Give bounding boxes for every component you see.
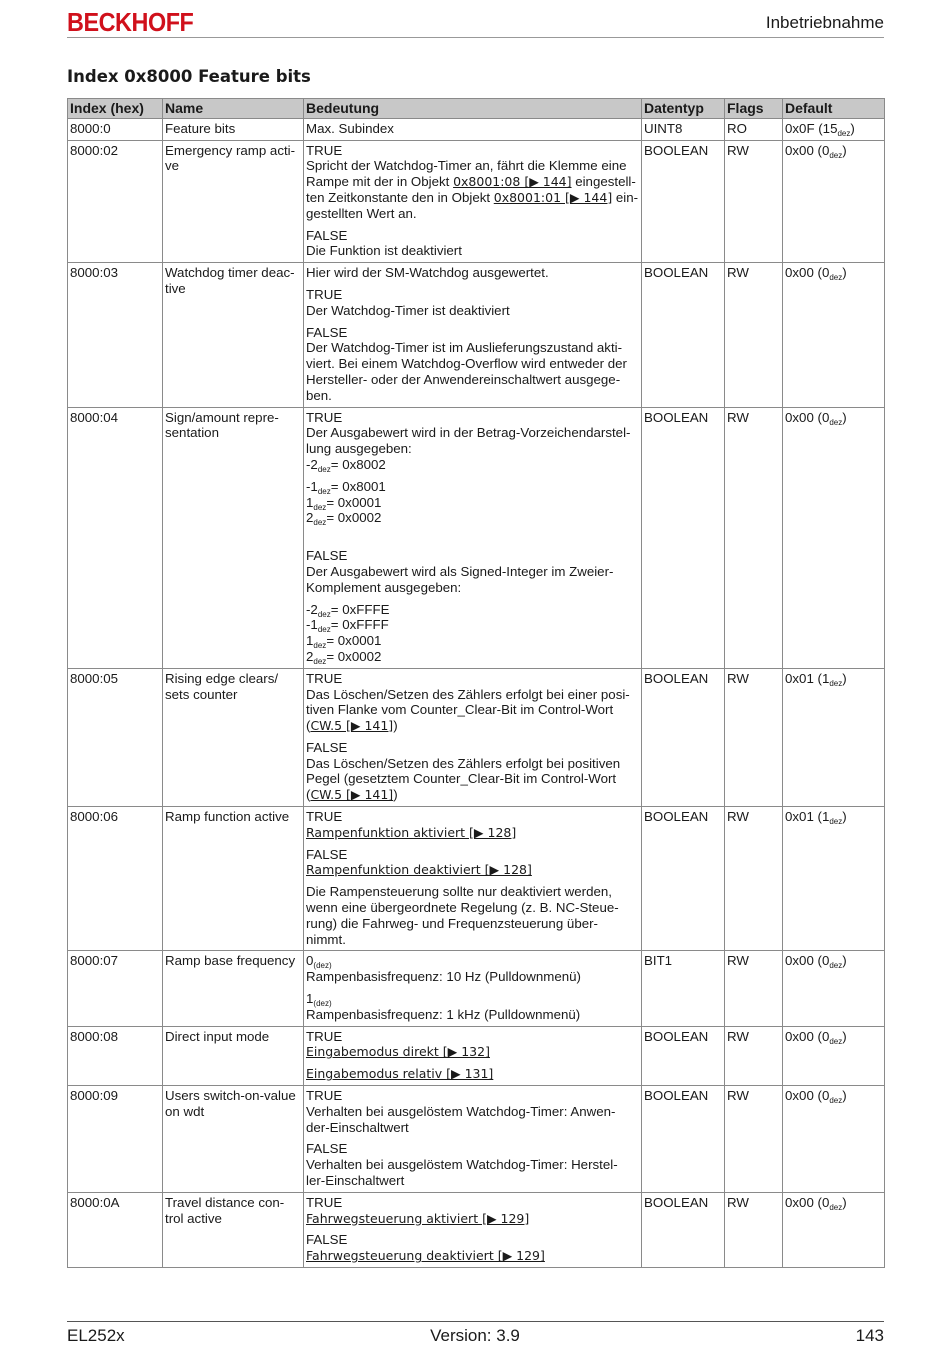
table-row — [68, 1026, 885, 1085]
cell-meaning: $0_{(dez)}$ Rampenbasisfrequenz: 10 Hz (Pulldownmenü) $1_{(dez)}$ Rampenbasisfrequenz: 1 kHz (Pulldownmenü) — [304, 951, 642, 1026]
table-row — [68, 407, 885, 668]
table-row — [68, 118, 885, 140]
link-cw5[interactable]: CW.5 [▶ 141] — [310, 787, 394, 803]
cell-meaning: TRUE Spricht der Watchdog-Timer an, fährt die Klemme eine Rampe mit der in Objekt 0x8001:08 [▶ 144] eingestell- ten Zeitkonstante den in Objekt 0x8001:01 [▶ 144] ein- gestellten Wert an. FALSE Die Funktion ist deaktiviert — [304, 140, 642, 263]
col-name: Name — [163, 99, 304, 119]
cell-default: 0x0F $(15_{dez})$ — [783, 118, 885, 140]
page-heading: Index 0x8000 Feature bits — [67, 67, 311, 86]
link-object-8001-01[interactable]: 0x8001:01 [▶ 144] — [493, 189, 613, 205]
cell-meaning: TRUE Eingabemodus direkt [▶ 132] Eingabemodus relativ [▶ 131] — [304, 1026, 642, 1085]
cell-default: 0x00 $(0_{dez})$ — [783, 951, 885, 1026]
cell-default: 0x00 $(0_{dez})$ — [783, 1086, 885, 1193]
cell-name: Emergency ramp acti-ve — [163, 140, 304, 263]
link-ramp-deactivated[interactable]: Rampenfunktion deaktiviert [▶ 128] — [306, 862, 532, 878]
cell-meaning: TRUE Das Löschen/Setzen des Zählers erfolgt bei einer posi- tiven Flanke vom Counter_Clear-Bit im Control-Wort (CW.5 [▶ 141]) FALSE Das Löschen/Setzen des Zählers erfolgt bei positiven Pegel (gesetztem Counter_Clear-Bit im Control-Wort (CW.5 [▶ 141]) — [304, 668, 642, 806]
table-row — [68, 807, 885, 951]
cell-flags: RW — [725, 1086, 783, 1193]
cell-flags: RW — [725, 1192, 783, 1267]
cell-flags: RW — [725, 407, 783, 668]
footer-divider — [67, 1321, 884, 1322]
table-row — [68, 263, 885, 407]
cell-flags: RW — [725, 668, 783, 806]
table-row — [68, 951, 885, 1026]
col-default: Default — [783, 99, 885, 119]
cell-meaning: Max. Subindex — [304, 118, 642, 140]
cell-meaning: TRUE Rampenfunktion aktiviert [▶ 128] FALSE Rampenfunktion deaktiviert [▶ 128] Die Rampensteuerung sollte nur deaktiviert werden, wenn eine übergeordnete Regelung (z. B. NC-Steue- rung) die Fahrweg- und Frequenzsteuerung über- nimmt. — [304, 807, 642, 951]
cell-flags: RW — [725, 951, 783, 1026]
col-flags: Flags — [725, 99, 783, 119]
cell-name: Ramp base frequency — [163, 951, 304, 1026]
cell-default: 0x00 $(0_{dez})$ — [783, 263, 885, 407]
cell-index: 8000:0A — [68, 1192, 163, 1267]
cell-index: 8000:02 — [68, 140, 163, 263]
cell-type: BIT1 — [642, 951, 725, 1026]
cell-name: Sign/amount repre-sentation — [163, 407, 304, 668]
cell-name: Users switch-on-value on wdt — [163, 1086, 304, 1193]
cell-type: BOOLEAN — [642, 407, 725, 668]
cell-meaning: TRUE Verhalten bei ausgelöstem Watchdog-Timer: Anwen- der-Einschaltwert FALSE Verhalten bei ausgelöstem Watchdog-Timer: Herstel- ler-Einschaltwert — [304, 1086, 642, 1193]
cell-default: 0x01 $(1_{dez})$ — [783, 668, 885, 806]
cell-name: Feature bits — [163, 118, 304, 140]
cell-default: 0x00 $(0_{dez})$ — [783, 1026, 885, 1085]
cell-flags: RW — [725, 807, 783, 951]
feature-bits-table — [67, 98, 885, 1268]
link-ramp-activated[interactable]: Rampenfunktion aktiviert [▶ 128] — [306, 824, 517, 840]
cell-name: Direct input mode — [163, 1026, 304, 1085]
col-meaning: Bedeutung — [304, 99, 642, 119]
link-object-8001-08[interactable]: 0x8001:08 [▶ 144] — [453, 174, 572, 190]
cell-meaning: TRUE Der Ausgabewert wird in der Betrag-Vorzeichendarstel- lung ausgegeben: $-2_{dez}= 0x8002$ $-1_{dez}= 0x8001$ $1_{dez}= 0x0001$ $2_{dez}= 0x0002$ FALSE Der Ausgabewert wird als Signed-Integer im Zweier- Komplement ausgegeben: $-2_{dez}=$ 0xFFFE $-1_{dez}=$ 0xFFFF $1_{dez}= 0x0001$ $2_{dez}= 0x0002$ — [304, 407, 642, 668]
cell-type: BOOLEAN — [642, 140, 725, 263]
cell-index: 8000:08 — [68, 1026, 163, 1085]
link-input-mode-direct[interactable]: Eingabemodus direkt [▶ 132] — [306, 1044, 490, 1060]
link-cw5[interactable]: CW.5 [▶ 141] — [310, 718, 394, 734]
header-divider — [67, 37, 884, 38]
table-row — [68, 668, 885, 806]
footer-page-number: 143 — [855, 1326, 884, 1345]
cell-name: Ramp function active — [163, 807, 304, 951]
cell-type: BOOLEAN — [642, 263, 725, 407]
beckhoff-logo: BECKHOFF — [67, 7, 194, 37]
cell-index: 8000:03 — [68, 263, 163, 407]
table-header-row — [68, 99, 885, 119]
link-travel-activated[interactable]: Fahrwegsteuerung aktiviert [▶ 129] — [306, 1210, 530, 1226]
cell-default: 0x00 $(0_{dez})$ — [783, 1192, 885, 1267]
cell-index: 8000:04 — [68, 407, 163, 668]
cell-index: 8000:06 — [68, 807, 163, 951]
cell-type: BOOLEAN — [642, 1192, 725, 1267]
cell-name: Rising edge clears/ sets counter — [163, 668, 304, 806]
link-travel-deactivated[interactable]: Fahrwegsteuerung deaktiviert [▶ 129] — [306, 1248, 545, 1264]
cell-flags: RO — [725, 118, 783, 140]
cell-default: 0x00 $(0_{dez})$ — [783, 407, 885, 668]
section-title: Inbetriebnahme — [765, 13, 884, 32]
cell-type: BOOLEAN — [642, 1086, 725, 1193]
col-index: Index (hex) — [68, 99, 163, 119]
table-row — [68, 1192, 885, 1267]
table-row — [68, 1086, 885, 1193]
cell-flags: RW — [725, 140, 783, 263]
table-row — [68, 140, 885, 263]
cell-default: 0x01 $(1_{dez})$ — [783, 807, 885, 951]
cell-index: 8000:0 — [68, 118, 163, 140]
cell-type: BOOLEAN — [642, 1026, 725, 1085]
footer-product: EL252x — [67, 1326, 125, 1345]
cell-meaning: TRUE Fahrwegsteuerung aktiviert [▶ 129] FALSE Fahrwegsteuerung deaktiviert [▶ 129] — [304, 1192, 642, 1267]
cell-index: 8000:09 — [68, 1086, 163, 1193]
cell-type: BOOLEAN — [642, 668, 725, 806]
cell-name: Travel distance con-trol active — [163, 1192, 304, 1267]
link-input-mode-relative[interactable]: Eingabemodus relativ [▶ 131] — [306, 1066, 494, 1082]
footer-version: Version: 3.9 — [430, 1326, 520, 1345]
cell-index: 8000:05 — [68, 668, 163, 806]
cell-name: Watchdog timer deac-tive — [163, 263, 304, 407]
cell-flags: RW — [725, 263, 783, 407]
col-datatype: Datentyp — [642, 99, 725, 119]
cell-type: UINT8 — [642, 118, 725, 140]
cell-type: BOOLEAN — [642, 807, 725, 951]
cell-index: 8000:07 — [68, 951, 163, 1026]
cell-flags: RW — [725, 1026, 783, 1085]
cell-meaning: Hier wird der SM-Watchdog ausgewertet. TRUE Der Watchdog-Timer ist deaktiviert FALSE Der Watchdog-Timer ist im Auslieferungszustand akti- viert. Bei einem Watchdog-Overflow wird entweder der Hersteller- oder der Anwendereinschaltwert ausgege- ben. — [304, 263, 642, 407]
cell-default: 0x00 $(0_{dez})$ — [783, 140, 885, 263]
